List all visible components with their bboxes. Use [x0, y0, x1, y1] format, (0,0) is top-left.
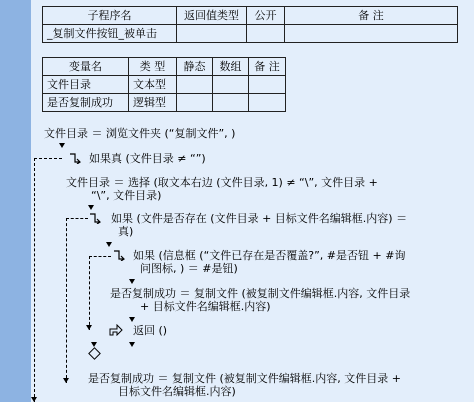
code-line[interactable]: 文件目录 ＝ 浏览文件夹 (“复制文件”, ) — [44, 127, 236, 140]
col-return-type: 返回值类型 — [177, 7, 247, 25]
var-array-cell[interactable] — [213, 94, 249, 112]
var-static-cell[interactable] — [177, 94, 213, 112]
col-var-type: 类 型 — [129, 58, 177, 76]
col-static: 静态 — [177, 58, 213, 76]
var-type-cell[interactable]: 逻辑型 — [129, 94, 177, 112]
line-gutter — [0, 0, 31, 402]
col-array: 数组 — [213, 58, 249, 76]
flow-line — [89, 256, 90, 330]
code-line[interactable]: 是否复制成功 ＝ 复制文件 (被复制文件编辑框.内容, 文件目录 — [110, 287, 411, 300]
var-remark-cell[interactable] — [249, 76, 286, 94]
flow-line — [34, 158, 35, 402]
col-public: 公开 — [247, 7, 285, 25]
flow-arrow — [129, 317, 135, 322]
flow-arrow — [88, 205, 94, 210]
code-line[interactable]: 真) — [118, 225, 134, 238]
flow-arrow — [31, 397, 37, 402]
if-flow-icon — [113, 249, 125, 261]
code-line[interactable]: 返回 () — [133, 324, 168, 337]
subroutine-name-cell[interactable]: _复制文件按钮_被单击 — [43, 25, 177, 43]
code-editor[interactable] — [31, 0, 474, 402]
flow-line — [34, 158, 62, 159]
code-line[interactable]: 是否复制成功 ＝ 复制文件 (被复制文件编辑框.内容, 文件目录 + — [88, 372, 401, 385]
code-line[interactable]: 问图标, ) ＝ #是钮) — [140, 262, 238, 275]
var-static-cell[interactable] — [177, 76, 213, 94]
return-icon — [109, 324, 123, 336]
public-cell[interactable] — [247, 25, 285, 43]
flow-arrow — [106, 242, 112, 247]
flow-arrow — [129, 279, 135, 284]
flow-arrow — [129, 342, 135, 347]
var-name-cell[interactable]: 文件目录 — [43, 76, 129, 94]
flow-line — [66, 218, 67, 383]
var-remark-cell[interactable] — [249, 94, 286, 112]
col-remark: 备 注 — [285, 7, 458, 25]
if-flow-icon — [69, 152, 81, 164]
flow-arrow — [59, 143, 65, 148]
code-line[interactable]: 如果 (信息框 (“文件已存在是否覆盖?”, #是否钮 + #询 — [133, 249, 406, 262]
flow-arrow — [63, 378, 69, 383]
code-line[interactable]: 文件目录 ＝ 选择 (取文本右边 (文件目录, 1) ≠ “\”, 文件目录 + — [66, 176, 378, 189]
flow-line — [66, 218, 88, 219]
variable-table — [42, 57, 286, 112]
code-line[interactable]: 目标文件名编辑框.内容) — [118, 385, 236, 398]
var-array-cell[interactable] — [213, 76, 249, 94]
return-type-cell[interactable] — [177, 25, 247, 43]
remark-cell[interactable] — [285, 25, 458, 43]
code-line[interactable]: “\”, 文件目录) — [91, 189, 162, 202]
code-line[interactable]: 如果 (文件是否存在 (文件目录 + 目标文件名编辑框.内容) ＝ — [111, 212, 408, 225]
col-var-name: 变量名 — [43, 58, 129, 76]
code-line[interactable]: 如果真 (文件目录 ≠ “”) — [89, 152, 206, 165]
flow-arrow — [86, 325, 92, 330]
var-name-cell[interactable]: 是否复制成功 — [43, 94, 129, 112]
diamond-end-icon — [88, 347, 101, 360]
flow-line — [89, 256, 111, 257]
col-subroutine-name: 子程序名 — [43, 7, 177, 25]
code-line[interactable]: + 目标文件名编辑框.内容) — [140, 300, 271, 313]
subroutine-table — [42, 6, 458, 43]
if-flow-icon — [89, 212, 101, 224]
var-type-cell[interactable]: 文本型 — [129, 76, 177, 94]
col-var-remark: 备 注 — [249, 58, 286, 76]
